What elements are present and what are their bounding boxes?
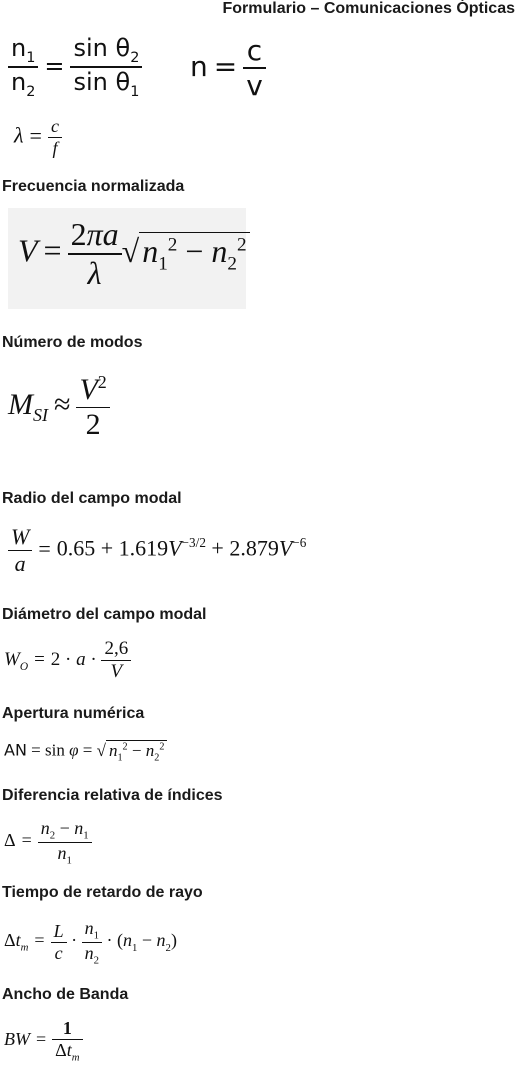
mw-const3: 2.879: [229, 535, 279, 561]
heading-diametro: Diámetro del campo modal: [2, 606, 207, 623]
mw-exp2: −6: [292, 535, 307, 551]
modes-formula: $M_{SI}$ ≈ $\frac{V^2}{2}$: [8, 372, 110, 442]
heading-radio: Radio del campo modal: [2, 490, 182, 507]
snell-lhs-fraction: $\frac{n_1}{n_2}$: [8, 34, 38, 100]
diam-factor: 2: [50, 648, 61, 670]
bandwidth-formula: BW = $\frac{1}{\Delta t_m}$: [4, 1018, 83, 1064]
an-label: AN: [4, 740, 27, 760]
mw-const2: 1.619: [118, 535, 169, 561]
heading-diferencia: Diferencia relativa de índices: [2, 787, 223, 804]
mw-const1: 0.65: [56, 535, 96, 561]
heading-frecuencia: Frecuencia normalizada: [2, 178, 185, 195]
heading-apertura: Apertura numérica: [2, 705, 145, 722]
heading-modos: Número de modos: [2, 334, 143, 351]
modal-radius-formula: $\frac{W}{a}$ = $0.65 + 1.619V^{-3/2} + 2.879V^{-6}$: [8, 524, 306, 577]
heading-tiempo: Tiempo de retardo de rayo: [2, 884, 203, 901]
normalized-frequency-formula: V = $\frac{2\pi a}{\lambda}$ $√n_1^2 - n_2^2$: [18, 216, 250, 292]
wavelength-formula: λ = $\frac{c}{f}$: [14, 116, 62, 159]
bw-num: 1: [52, 1018, 82, 1040]
page-title: Formulario – Comunicaciones Ópticas: [222, 0, 515, 17]
snell-formula: $\frac{n_1}{n_2}$ = $\frac{\sin \theta_2}{\sin \theta_1}$: [8, 34, 142, 100]
refractive-index-formula: n = $\frac{c}{v}$: [190, 34, 266, 102]
c-over-v-fraction: $\frac{c}{v}$: [243, 34, 266, 102]
numerical-aperture-formula: AN = sin φ = √ $n_1^2 - n_2^2$: [4, 740, 167, 763]
mw-exp1: −3/2: [181, 535, 206, 551]
diam-value: 2,6: [101, 638, 131, 661]
modal-diameter-formula: $W_O = 2 \cdot a$ · $\frac{2,6}{V}$: [4, 638, 131, 683]
relative-index-formula: Δ = $\frac{n_2 - n_1}{n_1}$: [4, 818, 92, 866]
ray-delay-formula: $\Delta t_m$ = $\frac{L}{c}$ · $\frac{n_1}{n_2}$ · $(n_1 - n_2)$: [4, 918, 177, 967]
heading-ancho: Ancho de Banda: [2, 986, 129, 1003]
snell-rhs-fraction: $\frac{\sin \theta_2}{\sin \theta_1}$: [70, 34, 142, 100]
